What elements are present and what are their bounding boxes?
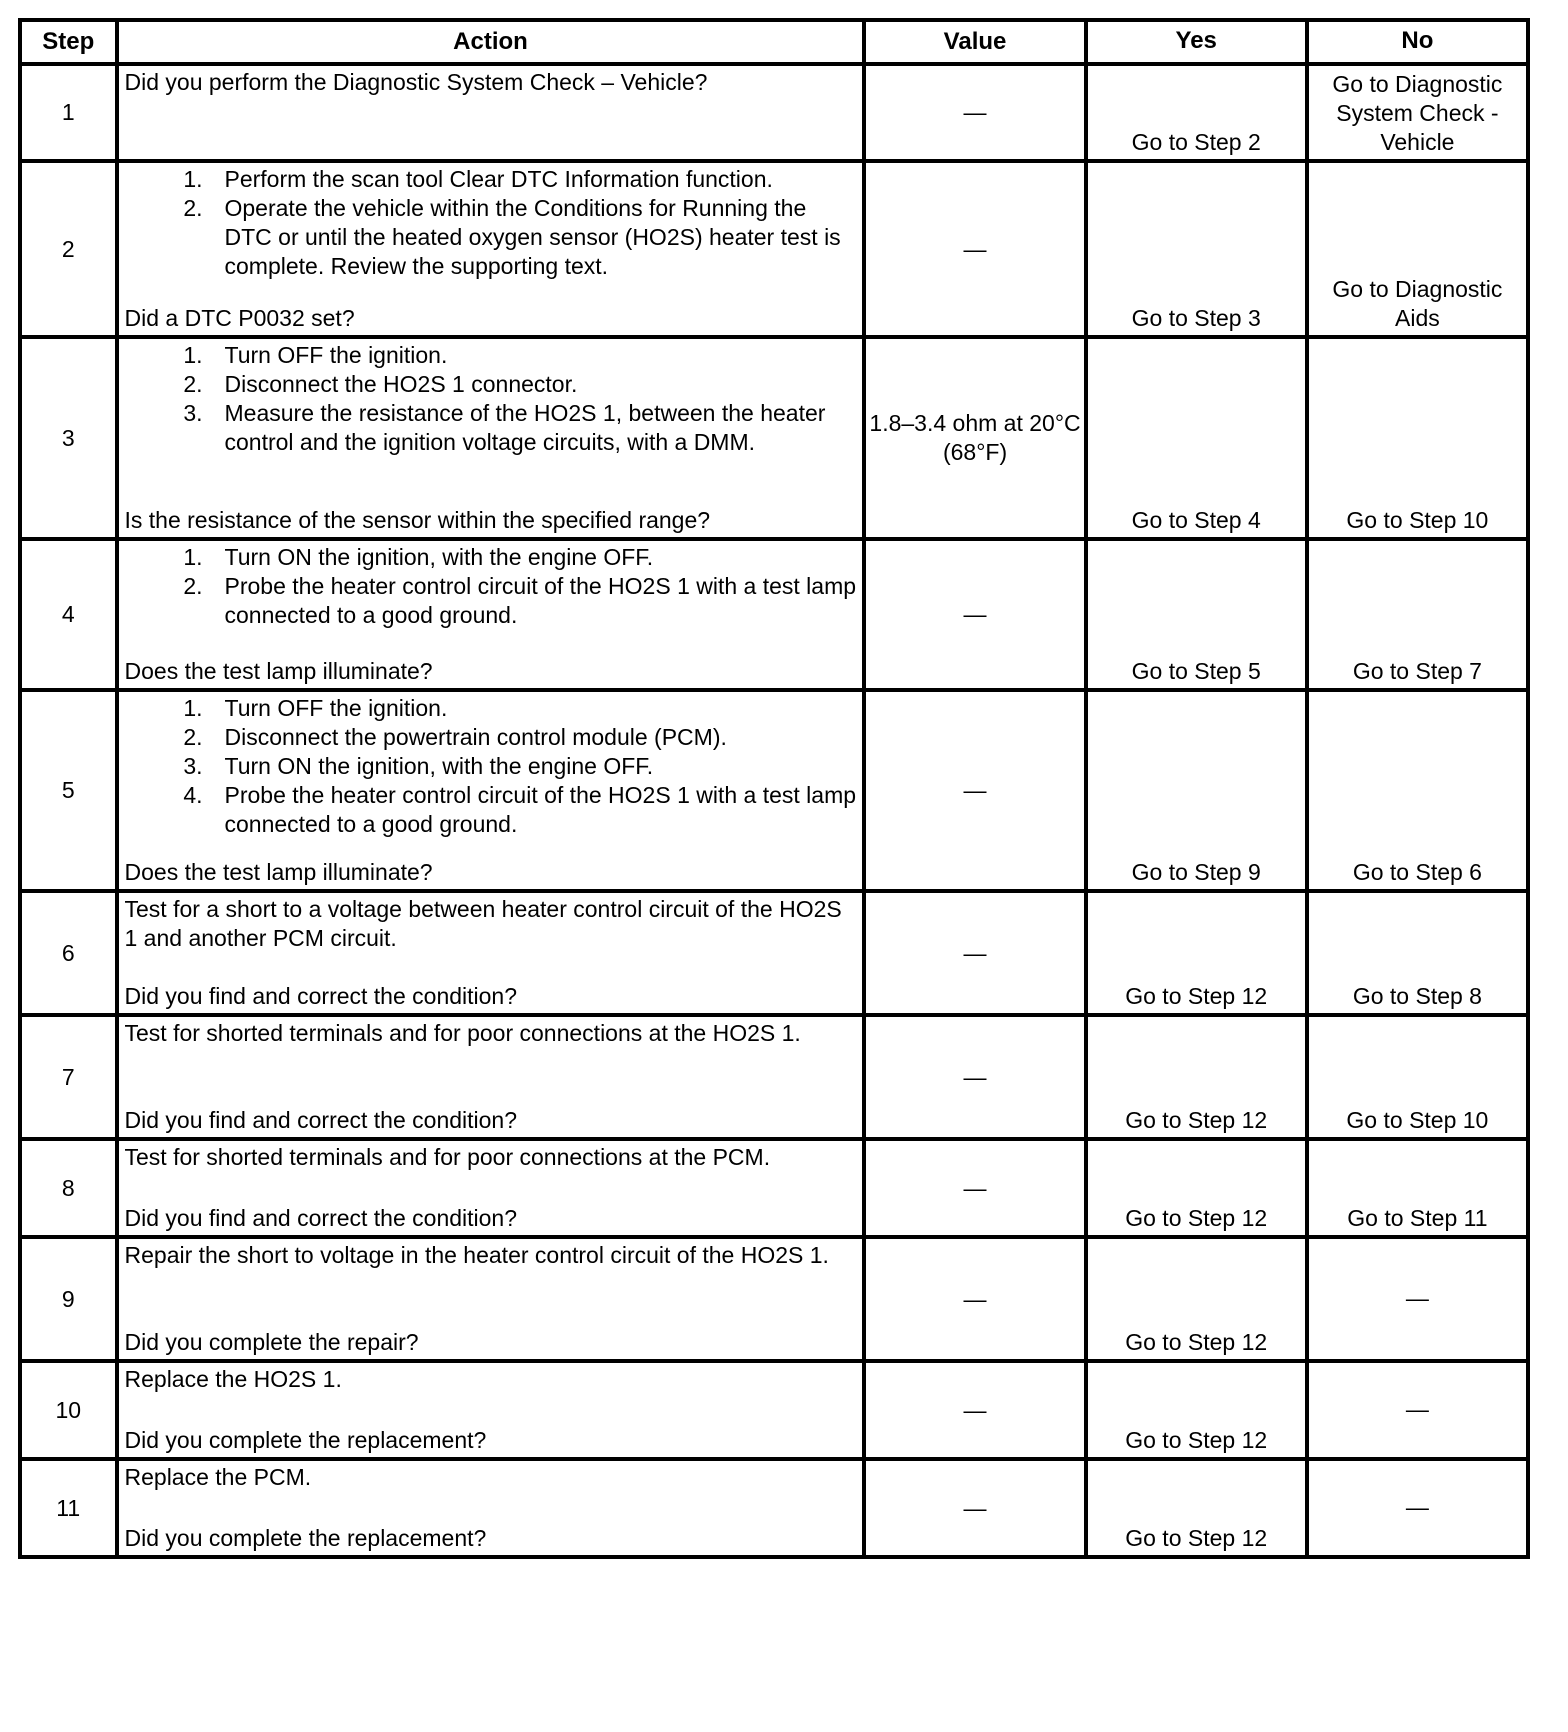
action-instructions <box>125 1143 857 1172</box>
value-cell: — <box>864 161 1085 337</box>
list-item-text: Disconnect the powertrain control module (PCM). <box>224 724 727 750</box>
list-item-number: 3. <box>183 753 203 779</box>
value-cell: — <box>864 690 1085 891</box>
action-cell <box>117 539 865 690</box>
no-cell: Go to Step 6 <box>1307 690 1528 891</box>
action-question: Is the resistance of the sensor within the specified range? <box>124 507 711 533</box>
step-number: 7 <box>20 1015 117 1139</box>
list-item-number: 2. <box>183 724 203 750</box>
action-question: Did a DTC P0032 set? <box>124 305 355 331</box>
action-content <box>119 692 863 889</box>
yes-cell: Go to Step 5 <box>1086 539 1307 690</box>
no-cell: Go to Step 8 <box>1307 891 1528 1015</box>
list-item <box>125 723 857 752</box>
no-cell: — <box>1307 1459 1528 1557</box>
yes-cell: Go to Step 2 <box>1086 64 1307 161</box>
action-instructions <box>125 694 857 839</box>
action-intro: Repair the short to voltage in the heater control circuit of the HO2S 1. <box>124 1242 829 1268</box>
step-number: 6 <box>20 891 117 1015</box>
list-item-text: Measure the resistance of the HO2S 1, between the heater control and the ignition voltage circuits, with a DMM. <box>224 400 826 455</box>
table-row <box>20 690 1528 891</box>
list-item-number: 3. <box>183 400 203 426</box>
list-item-text: Probe the heater control circuit of the HO2S 1 with a test lamp connected to a good ground. <box>224 782 857 837</box>
list-item <box>125 694 857 723</box>
action-instructions <box>125 1019 857 1048</box>
header-yes: Yes <box>1086 20 1307 64</box>
action-instructions <box>125 341 857 457</box>
header-value: Value <box>864 20 1085 64</box>
list-item <box>125 341 857 370</box>
action-question: Did you complete the replacement? <box>124 1427 487 1453</box>
diagnostic-table <box>18 18 1530 1559</box>
list-item <box>125 399 857 457</box>
step-number: 2 <box>20 161 117 337</box>
list-item-text: Turn ON the ignition, with the engine OFF. <box>224 753 654 779</box>
action-instructions <box>125 1365 857 1394</box>
action-instructions <box>125 68 857 97</box>
no-cell: Go to Diagnostic Aids <box>1307 161 1528 337</box>
action-instructions <box>125 1241 857 1270</box>
yes-cell: Go to Step 12 <box>1086 1015 1307 1139</box>
list-item <box>125 194 857 281</box>
table-row <box>20 539 1528 690</box>
action-intro: Replace the PCM. <box>124 1464 312 1490</box>
action-instructions <box>125 165 857 281</box>
step-number: 9 <box>20 1237 117 1361</box>
no-cell: — <box>1307 1237 1528 1361</box>
value-cell: — <box>864 1139 1085 1237</box>
value-cell: — <box>864 1237 1085 1361</box>
table-row <box>20 337 1528 539</box>
action-cell <box>117 1015 865 1139</box>
step-number: 3 <box>20 337 117 539</box>
action-cell <box>117 337 865 539</box>
list-item-text: Probe the heater control circuit of the HO2S 1 with a test lamp connected to a good ground. <box>224 573 857 628</box>
table-row <box>20 1361 1528 1459</box>
value-cell: — <box>864 1459 1085 1557</box>
yes-cell: Go to Step 12 <box>1086 891 1307 1015</box>
step-number: 1 <box>20 64 117 161</box>
action-content <box>119 66 863 150</box>
action-content <box>119 339 863 537</box>
header-action: Action <box>117 20 865 64</box>
action-cell <box>117 690 865 891</box>
list-item-text: Turn OFF the ignition. <box>224 695 448 721</box>
step-number: 4 <box>20 539 117 690</box>
list-item-text: Disconnect the HO2S 1 connector. <box>224 371 578 397</box>
action-instructions <box>125 895 857 953</box>
list-item-number: 4. <box>183 782 203 808</box>
value-cell: — <box>864 539 1085 690</box>
numbered-steps <box>125 165 857 281</box>
action-question: Did you complete the repair? <box>124 1329 419 1355</box>
no-cell: Go to Diagnostic System Check - Vehicle <box>1307 64 1528 161</box>
action-cell <box>117 64 865 161</box>
action-question: Did you find and correct the condition? <box>124 1205 518 1231</box>
action-instructions <box>125 1463 857 1492</box>
action-content <box>119 1141 863 1235</box>
header-no: No <box>1307 20 1528 64</box>
action-content <box>119 541 863 688</box>
list-item <box>125 572 857 630</box>
yes-cell: Go to Step 12 <box>1086 1459 1307 1557</box>
action-content <box>119 1239 863 1359</box>
action-question: Did you find and correct the condition? <box>124 983 518 1009</box>
list-item <box>125 165 857 194</box>
step-number: 5 <box>20 690 117 891</box>
list-item <box>125 752 857 781</box>
action-intro: Did you perform the Diagnostic System Check – Vehicle? <box>124 69 708 95</box>
yes-cell: Go to Step 4 <box>1086 337 1307 539</box>
list-item <box>125 781 857 839</box>
table-row <box>20 161 1528 337</box>
list-item-number: 1. <box>183 695 203 721</box>
header-step: Step <box>20 20 117 64</box>
action-cell <box>117 1361 865 1459</box>
list-item <box>125 543 857 572</box>
list-item-number: 2. <box>183 371 203 397</box>
no-cell: Go to Step 10 <box>1307 1015 1528 1139</box>
yes-cell: Go to Step 12 <box>1086 1237 1307 1361</box>
value-cell: 1.8–3.4 ohm at 20°C (68°F) <box>864 337 1085 539</box>
numbered-steps <box>125 694 857 839</box>
yes-cell: Go to Step 12 <box>1086 1361 1307 1459</box>
yes-cell: Go to Step 9 <box>1086 690 1307 891</box>
list-item-text: Operate the vehicle within the Conditions for Running the DTC or until the heated oxygen sensor (HO2S) heater test is complete. Review the supporting text. <box>224 195 841 279</box>
value-cell: — <box>864 1015 1085 1139</box>
header-row <box>20 20 1528 64</box>
table-row <box>20 891 1528 1015</box>
action-cell <box>117 891 865 1015</box>
action-content <box>119 1363 863 1457</box>
numbered-steps <box>125 543 857 630</box>
action-intro: Test for a short to a voltage between heater control circuit of the HO2S 1 and another PCM circuit. <box>124 896 842 951</box>
action-question: Did you find and correct the condition? <box>124 1107 518 1133</box>
action-instructions <box>125 543 857 630</box>
no-cell: Go to Step 10 <box>1307 337 1528 539</box>
step-number: 8 <box>20 1139 117 1237</box>
action-cell <box>117 1237 865 1361</box>
list-item-text: Turn OFF the ignition. <box>224 342 448 368</box>
list-item <box>125 370 857 399</box>
list-item-number: 2. <box>183 195 203 221</box>
table-row <box>20 1237 1528 1361</box>
action-question: Does the test lamp illuminate? <box>124 658 433 684</box>
action-content <box>119 163 863 335</box>
action-cell <box>117 1139 865 1237</box>
no-cell: Go to Step 11 <box>1307 1139 1528 1237</box>
yes-cell: Go to Step 3 <box>1086 161 1307 337</box>
no-cell: — <box>1307 1361 1528 1459</box>
no-cell: Go to Step 7 <box>1307 539 1528 690</box>
step-number: 11 <box>20 1459 117 1557</box>
list-item-number: 1. <box>183 342 203 368</box>
action-question: Did you complete the replacement? <box>124 1525 487 1551</box>
action-intro: Replace the HO2S 1. <box>124 1366 342 1392</box>
value-cell: — <box>864 64 1085 161</box>
action-content <box>119 1461 863 1555</box>
value-cell: — <box>864 891 1085 1015</box>
list-item-number: 1. <box>183 544 203 570</box>
step-number: 10 <box>20 1361 117 1459</box>
numbered-steps <box>125 341 857 457</box>
table-row <box>20 1015 1528 1139</box>
action-intro: Test for shorted terminals and for poor connections at the HO2S 1. <box>124 1020 801 1046</box>
table-row <box>20 1459 1528 1557</box>
action-cell <box>117 161 865 337</box>
list-item-number: 2. <box>183 573 203 599</box>
action-content <box>119 893 863 1013</box>
action-intro: Test for shorted terminals and for poor connections at the PCM. <box>124 1144 771 1170</box>
table-row <box>20 64 1528 161</box>
list-item-text: Turn ON the ignition, with the engine OFF. <box>224 544 654 570</box>
action-content <box>119 1017 863 1137</box>
yes-cell: Go to Step 12 <box>1086 1139 1307 1237</box>
list-item-text: Perform the scan tool Clear DTC Information function. <box>224 166 773 192</box>
action-cell <box>117 1459 865 1557</box>
table-row <box>20 1139 1528 1237</box>
value-cell: — <box>864 1361 1085 1459</box>
action-question: Does the test lamp illuminate? <box>124 859 433 885</box>
list-item-number: 1. <box>183 166 203 192</box>
